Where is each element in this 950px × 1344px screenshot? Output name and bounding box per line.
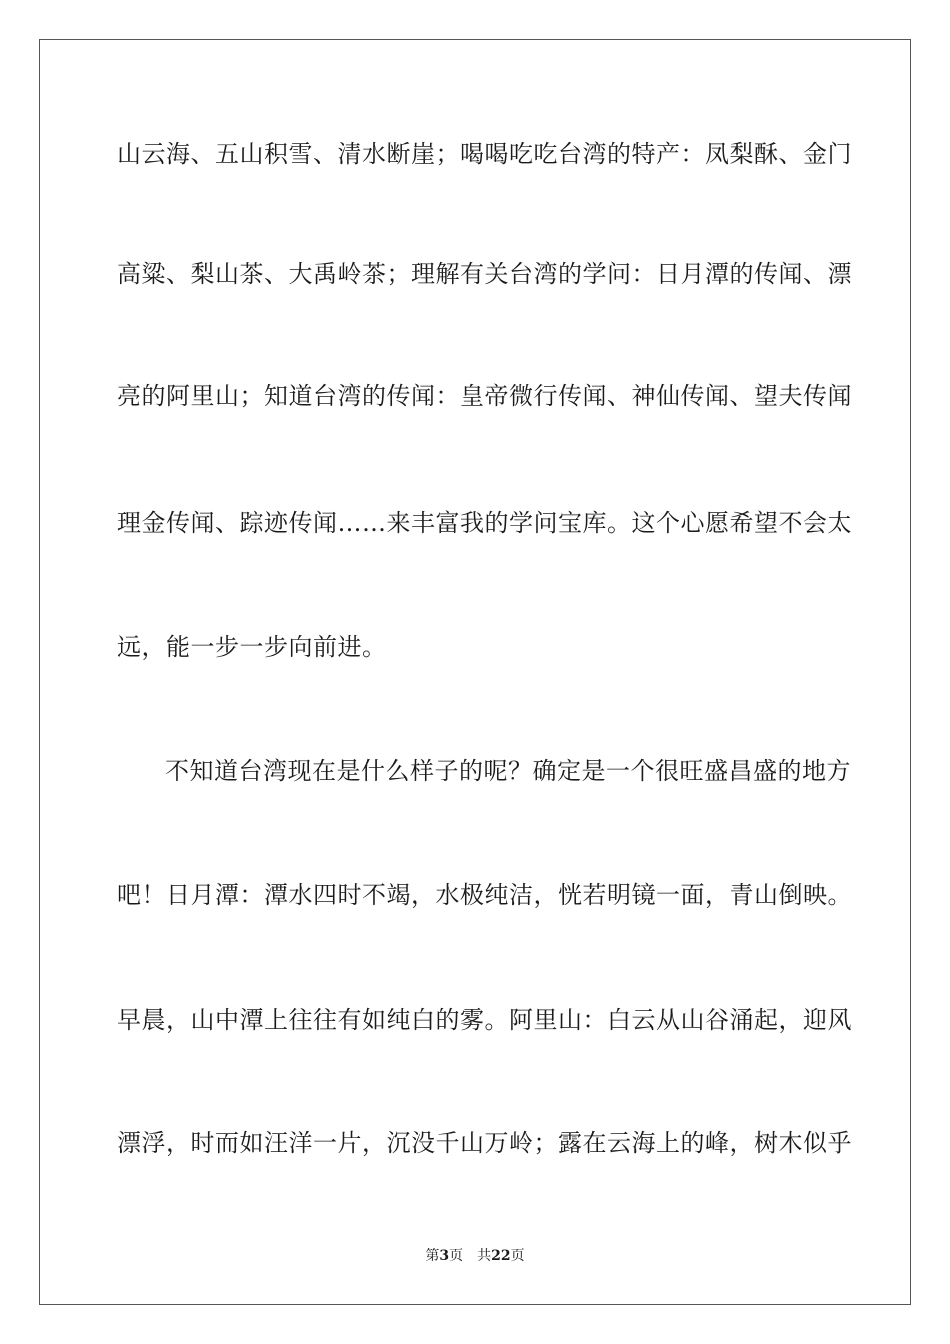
page-border	[39, 39, 911, 1305]
text-line-6: 不知道台湾现在是什么样子的呢？确定是一个很旺盛昌盛的地方	[165, 757, 851, 785]
page-prefix: 第	[425, 1248, 440, 1264]
text-line-9: 漂浮，时而如汪洋一片，沉没千山万岭；露在云海上的峰，树木似乎	[117, 1129, 852, 1157]
text-line-3: 亮的阿里山；知道台湾的传闻：皇帝微行传闻、神仙传闻、望夫传闻	[117, 382, 852, 410]
text-line-2: 高粱、梨山茶、大禹岭茶；理解有关台湾的学问：日月潭的传闻、漂	[117, 260, 852, 288]
total-suffix: 页	[510, 1248, 525, 1264]
text-line-4: 理金传闻、踪迹传闻……来丰富我的学问宝库。这个心愿希望不会太	[117, 509, 852, 537]
total-prefix: 共	[477, 1248, 492, 1264]
current-page-number: 3	[439, 1248, 450, 1264]
text-line-7: 吧！日月潭：潭水四时不竭，水极纯洁，恍若明镜一面，青山倒映。	[117, 881, 852, 909]
page-footer	[0, 1247, 950, 1265]
text-line-8: 早晨，山中潭上往往有如纯白的雾。阿里山：白云从山谷涌起，迎风	[117, 1006, 852, 1034]
total-pages-number: 22	[491, 1248, 511, 1264]
text-line-5: 远，能一步一步向前进。	[117, 633, 387, 661]
page-suffix: 页	[449, 1248, 464, 1264]
text-line-1: 山云海、五山积雪、清水断崖；喝喝吃吃台湾的特产：凤梨酥、金门	[117, 140, 852, 168]
